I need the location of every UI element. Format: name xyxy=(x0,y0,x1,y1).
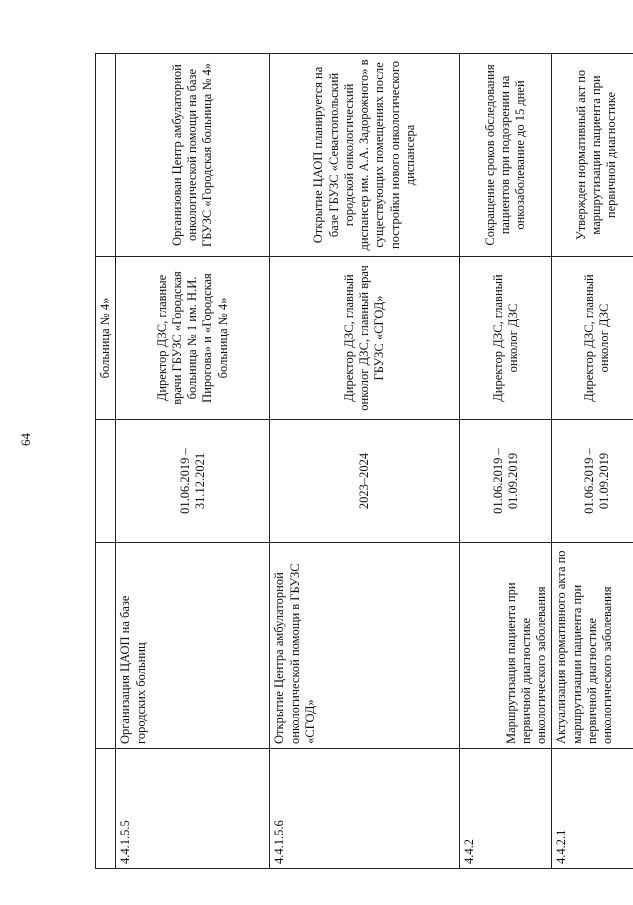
row-result: Сокращение сроков обследования пациентов при подозрении на онкозаболевание до 15 дней xyxy=(460,54,552,257)
row-period: 01.06.2019 – 31.12.2021 xyxy=(116,420,270,543)
row-number: 4.4.2 xyxy=(460,749,552,869)
table-row xyxy=(552,54,633,869)
row-event: Маршрутизация пациента при первичной диагностике онкологического заболевания xyxy=(460,543,552,749)
table-cell xyxy=(96,543,116,749)
row-event: Открытие Центра амбулаторной онкологической помощи в ГБУЗС «СГОД» xyxy=(270,543,460,749)
table-row-continuation xyxy=(96,54,116,869)
table-row xyxy=(116,54,270,869)
row-responsible: Директор ДЗС, главный онколог ДЗС xyxy=(552,257,633,420)
row-event: Актуализация нормативного акта по маршрутизации пациента при первичной диагностике онкологического заболевания xyxy=(552,543,633,749)
table-row xyxy=(270,54,460,869)
row-period: 01.06.2019 – 01.09.2019 xyxy=(460,420,552,543)
row-responsible: Директор ДЗС, главный онколог ДЗС xyxy=(460,257,552,420)
table-row xyxy=(460,54,552,869)
row-period: 01.06.2019 – 01.09.2019 xyxy=(552,420,633,543)
row-number: 4.4.1.5.5 xyxy=(116,749,270,869)
page-number: 64 xyxy=(18,433,33,446)
row-number: 4.4.2.1 xyxy=(552,749,633,869)
row-result: Утвержден нормативный акт по маршрутизации пациента при первичной диагностике xyxy=(552,54,633,257)
row-result: Организован Центр амбулаторной онкологической помощи на базе ГБУЗС «Городская больница № 4» xyxy=(116,54,270,257)
continuation-responsible: больница № 4» xyxy=(96,257,116,420)
row-responsible: Директор ДЗС, главные врачи ГБУЗС «Городская больница № 1 им. Н.И. Пирогова» и «Городская больница № 4» xyxy=(116,257,270,420)
rotated-table-frame xyxy=(95,54,619,869)
table-cell xyxy=(96,420,116,543)
row-number: 4.4.1.5.6 xyxy=(270,749,460,869)
row-responsible: Директор ДЗС, главный онколог ДЗС, главный врач ГБУЗС «СГОД» xyxy=(270,257,460,420)
table-cell xyxy=(96,54,116,257)
row-period: 2023–2024 xyxy=(270,420,460,543)
measures-table xyxy=(95,53,633,869)
row-event: Организация ЦАОП на базе городских больниц xyxy=(116,543,270,749)
table-cell xyxy=(96,749,116,869)
row-result: Открытие ЦАОП планируется на базе ГБУЗС «Севастопольский городской онкологический диспансер им. А.А. Задорожного» в существующих помещениях после постройки нового онкологического диспансера xyxy=(270,54,460,257)
